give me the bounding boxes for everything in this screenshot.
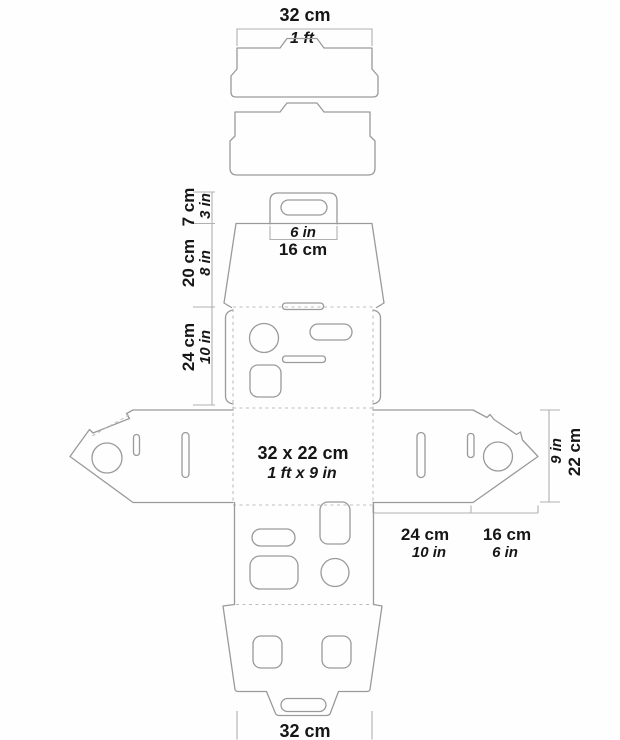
- left-wing-outline: [70, 410, 233, 503]
- dimension-lid-width: [237, 5, 372, 47]
- front-panel-circle-cutout: [321, 559, 349, 587]
- left-wing-short-slot: [134, 435, 140, 456]
- dimension-wing-widths: [373, 506, 538, 562]
- bottom-width-cm-label: 32 cm: [279, 721, 331, 740]
- left-wing-tall-slot: [182, 433, 189, 478]
- back-panel: [226, 303, 381, 404]
- bottom-flap-square-right: [322, 636, 351, 668]
- front-panel-vertical-cutout: [320, 502, 350, 544]
- back-panel-circle-cutout: [250, 324, 279, 353]
- back-panel-right-tab: [373, 310, 381, 404]
- wing-width-in-label: 10 in: [411, 544, 447, 561]
- lid-width-ft-label: 1 ft: [290, 30, 314, 47]
- tip-width-in-label: 6 in: [492, 544, 518, 561]
- lid-top-piece-outline: [231, 39, 378, 98]
- bottom-tab-pill-slot: [281, 699, 326, 712]
- handle-width-cm-label: 16 cm: [278, 240, 328, 259]
- wing-width-cm-label: 24 cm: [400, 525, 450, 544]
- handle-width-in-label: 6 in: [290, 224, 316, 241]
- back-panel-mid-slot: [283, 356, 326, 363]
- right-wing: [373, 410, 538, 503]
- bottom-flap-square-left: [253, 636, 282, 668]
- flap-height-cm-label: 20 cm: [179, 238, 198, 288]
- dimension-bracket-bottom-right: [373, 506, 538, 514]
- side-height-in-label: 9 in: [548, 438, 565, 464]
- tip-width-cm-label: 16 cm: [482, 525, 532, 544]
- handle-slot-cutout: [281, 200, 327, 215]
- base-size-imperial-label: 1 ft x 9 in: [267, 465, 337, 482]
- lid-front-piece-outline: [230, 103, 375, 175]
- dimension-side-height: [540, 410, 584, 502]
- right-wing-tall-slot: [417, 433, 425, 478]
- left-wing-corner-fold: [92, 415, 129, 436]
- front-panel: [235, 502, 374, 605]
- left-wing-circle-cutout: [92, 443, 122, 473]
- bottom-flap: [223, 605, 382, 716]
- front-panel-rect-cutout: [250, 556, 298, 589]
- side-height-cm-label: 22 cm: [565, 427, 584, 477]
- back-panel-pill-slot: [310, 324, 352, 340]
- left-wing: [70, 410, 233, 503]
- right-wing-short-slot: [468, 434, 475, 458]
- lid-pieces: [230, 39, 378, 176]
- flap-height-in-label: 8 in: [197, 250, 214, 276]
- dimension-handle-width: [270, 224, 337, 259]
- right-wing-circle-cutout: [484, 442, 513, 471]
- base-size-cm-label: 32 x 22 cm: [257, 443, 349, 463]
- handle-height-cm-label: 7 cm: [179, 187, 198, 227]
- panel-height-cm-label: 24 cm: [179, 322, 198, 372]
- handle-tab: [270, 193, 337, 224]
- lid-width-cm-label: 32 cm: [279, 5, 331, 25]
- base-label: [257, 443, 348, 482]
- right-wing-outline: [373, 410, 538, 503]
- panel-height-in-label: 10 in: [197, 329, 214, 365]
- back-panel-top-slot: [283, 303, 324, 310]
- dimension-left-column: [179, 188, 215, 405]
- back-panel-square-cutout: [250, 365, 281, 397]
- back-panel-left-tab: [226, 310, 234, 404]
- handle-height-in-label: 3 in: [197, 193, 214, 219]
- front-panel-pill-slot: [252, 529, 295, 546]
